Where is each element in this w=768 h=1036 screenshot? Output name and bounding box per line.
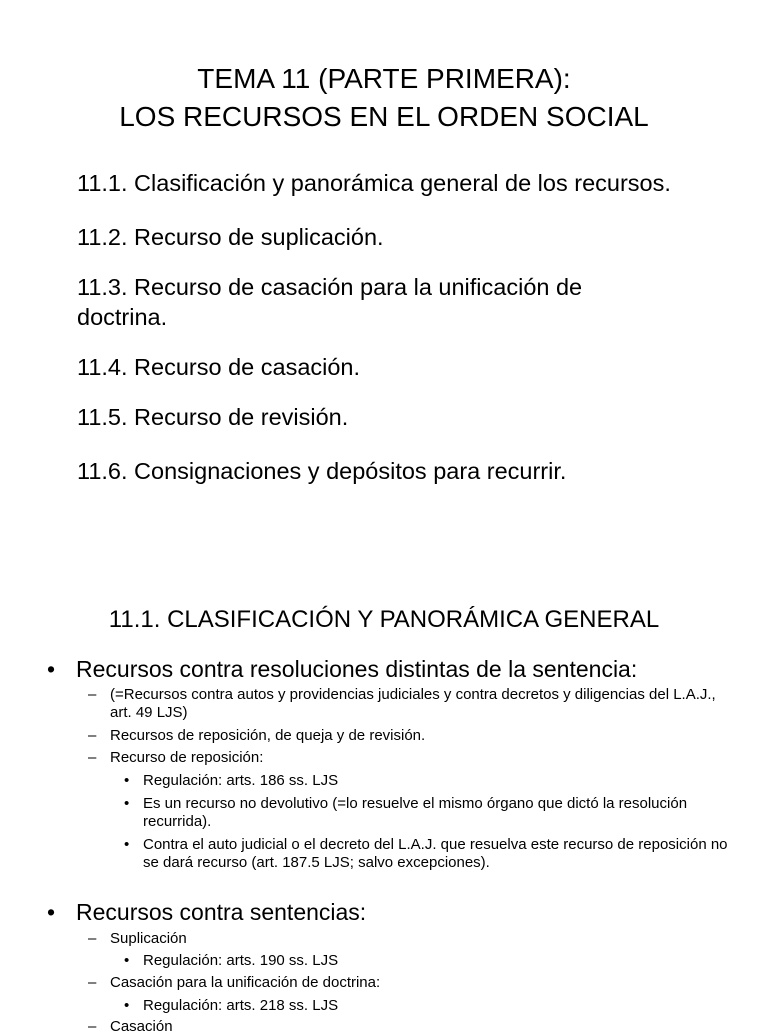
toc-item-11-4: 11.4. Recurso de casación. bbox=[77, 354, 361, 380]
bullet-icon: • bbox=[47, 899, 56, 925]
slide1-title-line1: TEMA 11 (PARTE PRIMERA): bbox=[197, 63, 571, 94]
dash-icon: – bbox=[88, 727, 97, 744]
toc-item-11-6: 11.6. Consignaciones y depósitos para recurrir. bbox=[77, 458, 567, 484]
bullet-icon: • bbox=[124, 997, 130, 1014]
toc-item-11-3: 11.3. Recurso de casación para la unificación de doctrina. bbox=[77, 274, 583, 330]
bullet-icon: • bbox=[124, 772, 130, 789]
dash-icon: – bbox=[88, 974, 97, 991]
bullet-icon: • bbox=[124, 836, 130, 853]
toc-item-11-5: 11.5. Recurso de revisión. bbox=[77, 404, 349, 430]
toc-item-11-2: 11.2. Recurso de suplicación. bbox=[77, 224, 384, 250]
slide1-title bbox=[0, 60, 768, 136]
bullet-icon: • bbox=[47, 656, 56, 682]
bullet-icon: • bbox=[124, 952, 130, 969]
toc-item-11-1: 11.1. Clasificación y panorámica general de los recursos. bbox=[77, 170, 671, 196]
slide2-title: 11.1. CLASIFICACIÓN Y PANORÁMICA GENERAL bbox=[108, 606, 660, 633]
dash-icon: – bbox=[88, 686, 97, 703]
dash-icon: – bbox=[88, 749, 97, 766]
dash-icon: – bbox=[88, 930, 97, 947]
slide1-title-line2: LOS RECURSOS EN EL ORDEN SOCIAL bbox=[119, 101, 649, 132]
dash-icon: – bbox=[88, 1018, 97, 1035]
bullet-icon: • bbox=[124, 795, 130, 812]
